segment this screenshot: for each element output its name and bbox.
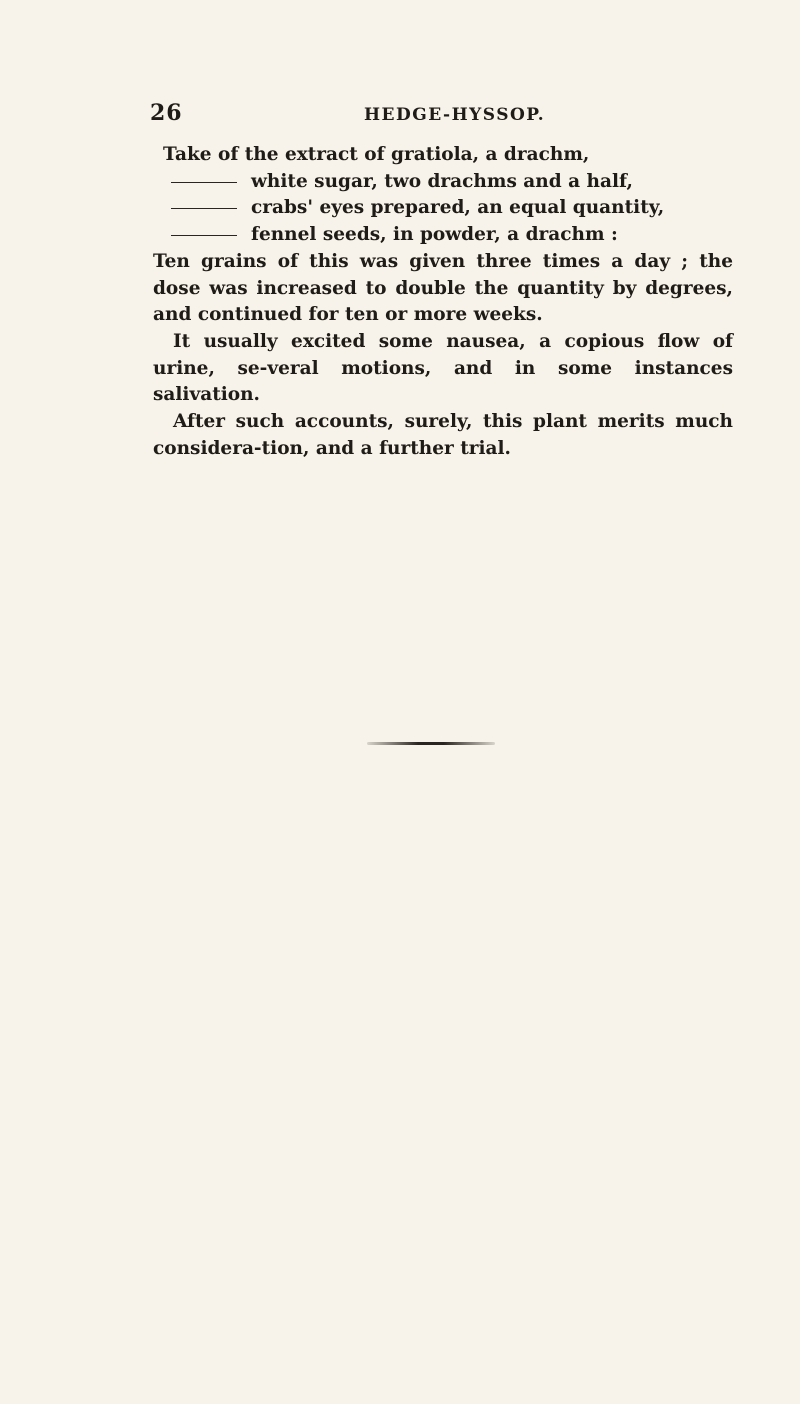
paragraph-conclusion: After such accounts, surely, this plant merits much considera-tion, and a further trial.: [153, 411, 733, 459]
ditto-dash: [171, 208, 237, 209]
recipe-item: [153, 169, 733, 196]
running-head: HEDGE-HYSSOP.: [364, 105, 546, 125]
recipe-list: [153, 142, 733, 249]
recipe-item-text: fennel seeds, in powder, a drachm :: [251, 224, 618, 246]
recipe-item: [153, 195, 733, 222]
page-header: [150, 100, 580, 130]
paragraph-dosage: Ten grains of this was given three times a day ; the dose was increased to double the quantity by degrees, and continued for ten or more weeks.: [153, 250, 733, 326]
recipe-item-text: crabs' eyes prepared, an equal quantity,: [251, 197, 665, 219]
section-end-rule: [367, 742, 495, 745]
paragraph-effects: It usually excited some nausea, a copious flow of urine, se-veral motions, and in some instances salivation.: [153, 330, 733, 406]
ditto-dash: [171, 182, 237, 183]
page-number: 26: [150, 100, 183, 126]
ditto-dash: [171, 235, 237, 236]
recipe-item: [153, 222, 733, 249]
body-text: [153, 142, 733, 462]
recipe-first-line: Take of the extract of gratiola, a drachm,: [163, 144, 590, 165]
recipe-item-text: white sugar, two drachms and a half,: [251, 170, 633, 192]
